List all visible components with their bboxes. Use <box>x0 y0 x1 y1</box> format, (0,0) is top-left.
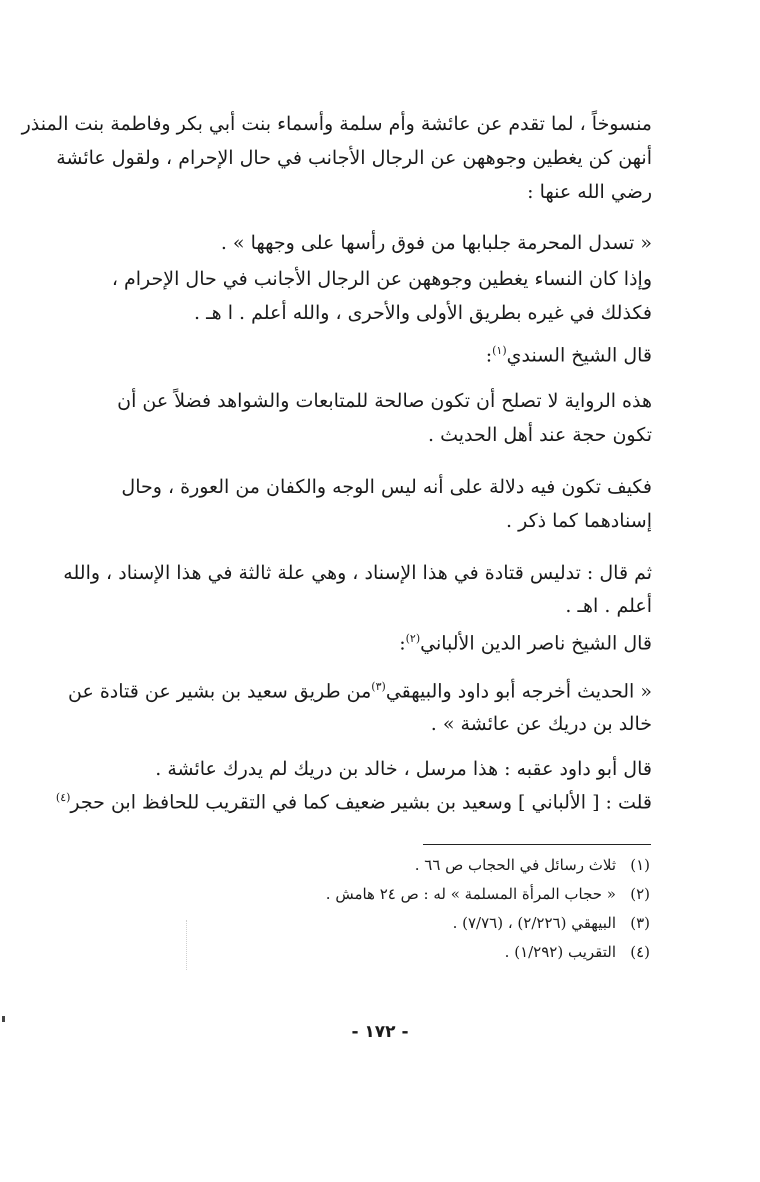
colon: : <box>485 344 493 367</box>
page-number: - ١٧٢ - <box>351 1022 409 1042</box>
footnote-ref: (١) <box>492 344 507 357</box>
footnote-text: ثلاث رسائل في الحجاب ص ٦٦ . <box>414 856 616 874</box>
text-line: قال أبو داود عقبه : هذا مرسل ، خالد بن دريك لم يدرك عائشة . <box>155 758 652 780</box>
heading-albani-text: قال الشيخ ناصر الدين الألباني <box>420 632 652 655</box>
quote-line: « تسدل المحرمة جلبابها من فوق رأسها على وجهها » . <box>220 232 652 254</box>
text-line: أعلم . اهـ . <box>565 595 652 617</box>
footnote-ref: (٤) <box>55 791 71 804</box>
footnote <box>453 914 650 932</box>
footnote-text: البيهقي (٢/٢٢٦) ، (٧/٧٦) . <box>452 914 616 932</box>
text-line: فكذلك في غيره بطريق الأولى والأحرى ، والله أعلم . ا هـ . <box>194 302 652 324</box>
text-line: تكون حجة عند أهل الحديث . <box>428 424 652 446</box>
footnote-number: (٣) <box>630 914 650 932</box>
footnote-ref: (٣) <box>371 680 386 693</box>
scan-speck <box>2 1016 5 1022</box>
footnote <box>505 943 650 961</box>
text-line: هذه الرواية لا تصلح أن تكون صالحة للمتابعات والشواهد فضلاً عن أن <box>117 390 652 412</box>
text-line: وإذا كان النساء يغطين وجوههن عن الرجال الأجانب في حال الإحرام ، <box>111 268 652 290</box>
heading-sindi-text: قال الشيخ السندي <box>506 344 652 367</box>
footnote-number: (١) <box>630 856 650 874</box>
footnote-ref: (٢) <box>405 632 421 645</box>
text-line: فكيف تكون فيه دلالة على أنه ليس الوجه والكفان من العورة ، وحال <box>121 476 652 498</box>
footnote <box>415 856 650 874</box>
last-text-line <box>56 791 652 813</box>
text-line: منسوخاً ، لما تقدم عن عائشة وأم سلمة وأسماء بنت أبي بكر وفاطمة بنت المنذر <box>21 113 652 135</box>
hadith-line <box>68 680 652 702</box>
text-line: إسنادهما كما ذكر . <box>506 510 652 532</box>
heading-albani <box>399 632 652 654</box>
footnote-separator <box>423 844 651 845</box>
text-line: رضي الله عنها : <box>527 181 652 203</box>
footnote-text: التقريب (١/٢٩٢) . <box>504 943 616 961</box>
hadith-rest: من طريق سعيد بن بشير عن قتادة عن <box>68 680 372 703</box>
footnote-number: (٤) <box>630 943 650 961</box>
text-line: خالد بن دريك عن عائشة » . <box>430 713 652 735</box>
footnote-text: « حجاب المرأة المسلمة » له : ص ٢٤ هامش . <box>325 885 616 903</box>
colon: : <box>399 632 406 655</box>
scan-mark <box>186 920 189 970</box>
footnote <box>326 885 650 903</box>
text-line: أنهن كن يغطين وجوههن عن الرجال الأجانب في حال الإحرام ، ولقول عائشة <box>56 147 652 169</box>
footnote-number: (٢) <box>630 885 650 903</box>
last-line-text: قلت : [ الألباني ] وسعيد بن بشير ضعيف كما في التقريب للحافظ ابن حجر <box>70 791 652 814</box>
heading-sindi <box>486 344 652 366</box>
hadith-start: « الحديث أخرجه أبو داود والبيهقي <box>385 680 652 703</box>
text-line: ثم قال : تدليس قتادة في هذا الإسناد ، وهي علة ثالثة في هذا الإسناد ، والله <box>63 562 652 584</box>
